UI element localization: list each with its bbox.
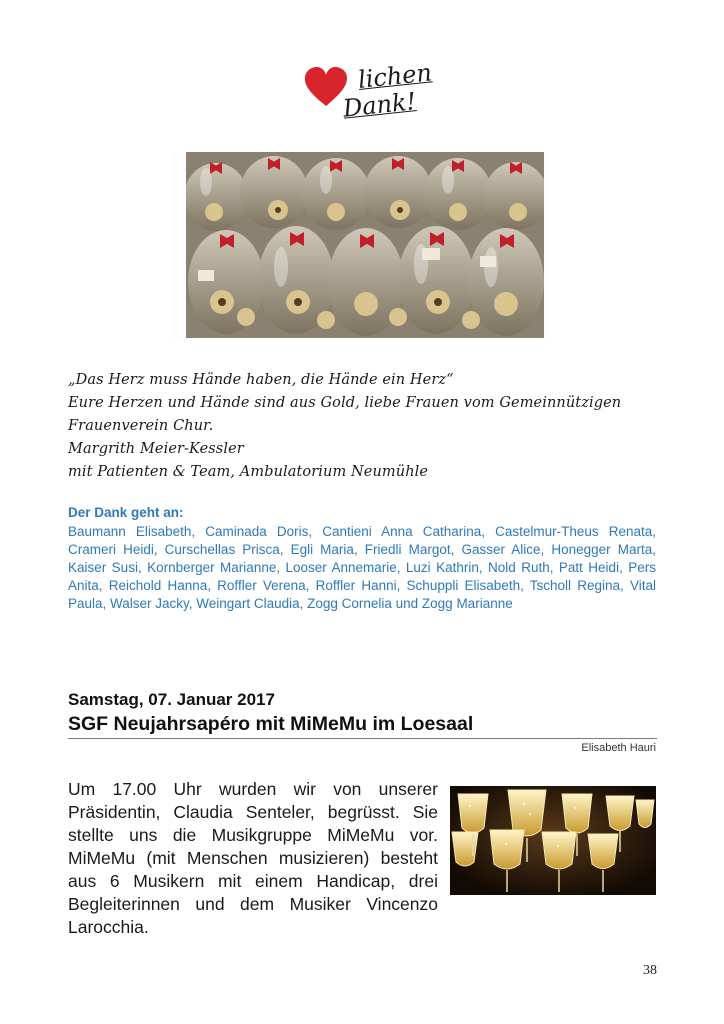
thank-you-card-image xyxy=(172,58,550,340)
quote-line-3: Frauenverein Chur. xyxy=(68,418,214,434)
event-body-text: Um 17.00 Uhr wurden wir von unserer Präsidentin, Claudia Senteler, begrüsst. Sie stellte uns die Musikgruppe MiMeMu vor. MiMeMu (mit Menschen musizieren) besteht aus 6 Musikern mit einem Handicap, drei Begleiterinnen und dem Musiker Vincenzo Larocchia. xyxy=(68,779,438,937)
title-divider xyxy=(68,738,657,739)
quote-affiliation: mit Patienten & Team, Ambulatorium Neumühle xyxy=(68,464,429,480)
quote-author: Margrith Meier-Kessler xyxy=(68,441,244,457)
champagne-glasses-photo xyxy=(450,786,656,895)
event-date: Samstag, 07. Januar 2017 xyxy=(68,690,275,709)
card-script-line1: lichen xyxy=(356,58,434,94)
thanks-names-list: Baumann Elisabeth, Caminada Doris, Cantieni Anna Catharina, Castelmur-Theus Renata, Crameri Heidi, Curschellas Prisca, Egli Maria, Friedli Margot, Gasser Alice, Honegger Marta, Kaiser Susi, Kornberger Marianne, Looser Annemarie, Luzi Kathrin, Nold Ruth, Patt Heidi, Pers Anita, Reichold Hanna, Roffler Verena, Roffler Hanni, Schuppli Elisabeth, Tscholl Regina, Vital Paula, Walser Jacky, Weingart Claudia, Zogg Cornelia und Zogg Marianne xyxy=(68,524,656,611)
page-number: 38 xyxy=(643,963,657,978)
event-title: SGF Neujahrsapéro mit MiMeMu im Loesaal xyxy=(68,713,474,735)
thanks-heading: Der Dank geht an: xyxy=(68,505,184,520)
cookie-bags-photo xyxy=(186,152,544,338)
quote-line-2: Eure Herzen und Hände sind aus Gold, liebe Frauen vom Gemeinnützigen xyxy=(68,395,622,411)
card-script-line2: Dank! xyxy=(341,87,418,123)
quote-line-1: „Das Herz muss Hände haben, die Hände ein Herz“ xyxy=(68,372,454,388)
event-author: Elisabeth Hauri xyxy=(581,742,656,754)
